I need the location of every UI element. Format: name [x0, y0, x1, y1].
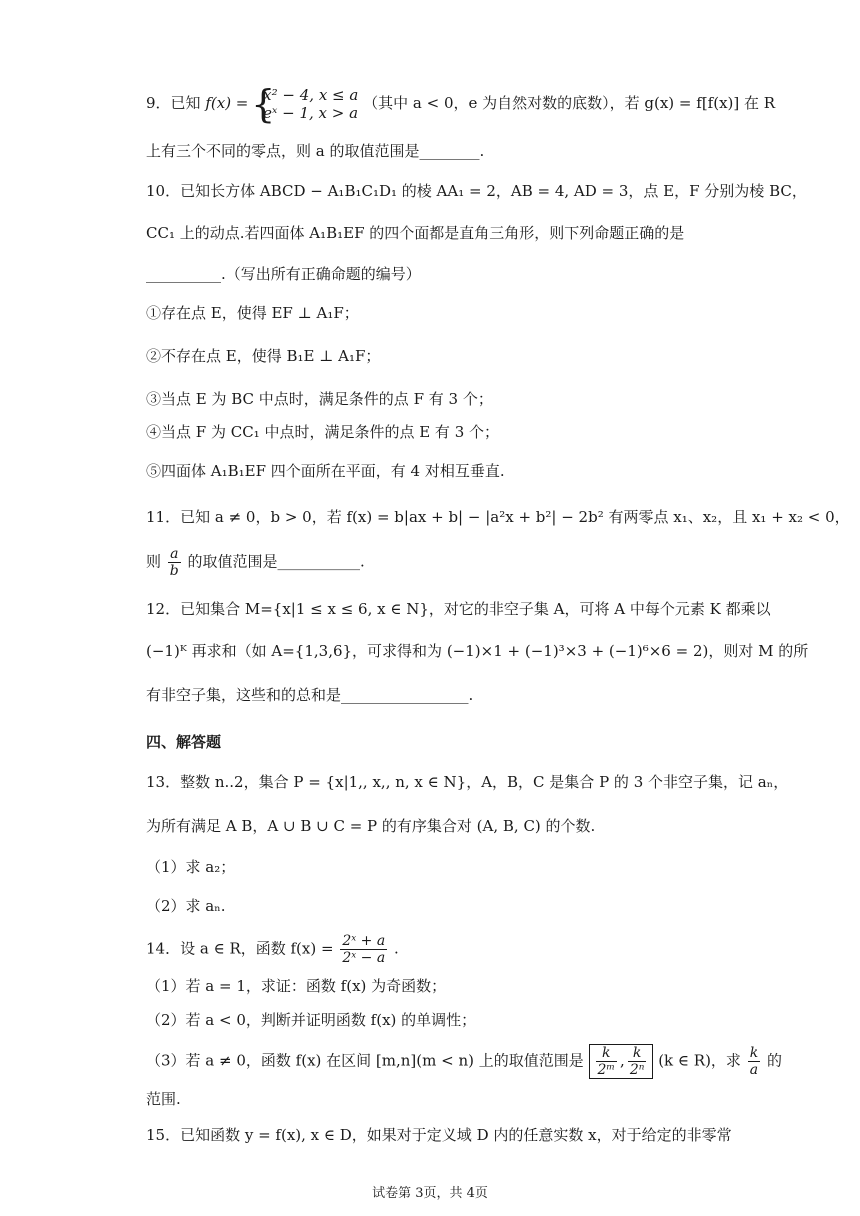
q14-k-over-a-den: a — [749, 1062, 759, 1078]
q11-line1: 11．已知 a ≠ 0，b > 0，若 f(x) = b|ax + b| − |a²x + b²| − 2b² 有两零点 x₁、x₂，且 x₁ + x₂ < 0， — [146, 508, 850, 526]
q12-line1: 12．已知集合 M={x|1 ≤ x ≤ 6, x ∈ N}，对它的非空子集 A，可将 A 中每个元素 K 都乘以 — [146, 600, 771, 618]
q11-line2 — [146, 546, 720, 579]
q9-prefix: 9．已知 — [146, 94, 201, 112]
q9-piece1: { x² − 4, x ≤ a — [263, 86, 359, 104]
q14-frac-den: 2ˣ − a — [342, 950, 386, 966]
q10-option-2: ②不存在点 E，使得 B₁E ⊥ A₁F； — [146, 347, 381, 365]
q14-sub3-pre: （3）若 a ≠ 0，函数 f(x) 在区间 [m,n](m < n) 上的取值范围是 — [146, 1051, 584, 1070]
q14-sub1: （1）若 a = 1，求证：函数 f(x) 为奇函数； — [146, 977, 447, 995]
q10-option-1: ①存在点 E，使得 EF ⊥ A₁F； — [146, 304, 359, 322]
q11-frac-num: a — [168, 546, 181, 563]
q14-interval-frac1-num: k — [596, 1045, 618, 1062]
q10-option-4: ④当点 F 为 CC₁ 中点时，满足条件的点 E 有 3 个； — [146, 423, 500, 441]
q10-option-5: ⑤四面体 A₁B₁EF 四个面所在平面，有 4 对相互垂直. — [146, 462, 505, 480]
q14-interval-frac2-num: k — [628, 1045, 647, 1062]
q9-line1 — [146, 86, 776, 122]
q10-option-3: ③当点 E 为 BC 中点时，满足条件的点 F 有 3 个； — [146, 390, 493, 408]
q14-sub3 — [146, 1044, 782, 1079]
q14-interval-frac2-den: 2ⁿ — [629, 1062, 645, 1078]
q14-frac-num: 2ˣ + a — [342, 933, 386, 949]
q9-function-lhs: f(x) = — [205, 94, 249, 112]
q10-line2: CC₁ 上的动点.若四面体 A₁B₁EF 的四个面都是直角三角形，则下列命题正确的是 — [146, 224, 685, 242]
q14-k-over-a — [748, 1045, 760, 1078]
q12-line3: 有非空子集，这些和的总和是_________________. — [146, 686, 474, 704]
q9-piece2: eˣ − 1, x > a — [263, 104, 359, 122]
q10-line1: 10．已知长方体 ABCD − A₁B₁C₁D₁ 的棱 AA₁ = 2，AB = 4, AD = 3，点 E，F 分别为棱 BC， — [146, 182, 807, 200]
page-footer: 试卷第 3页，共 4页 — [372, 1186, 488, 1201]
q14-interval-bracket: $\frac{k}{\text{2ᵐ}}$ , $\frac{k}{\text{2ⁿ}}$ — [589, 1044, 654, 1079]
q11-fraction — [168, 546, 181, 579]
q14-interval-frac1 — [596, 1045, 618, 1078]
q14-post: . — [393, 939, 399, 958]
section-heading: 四、解答题 — [146, 733, 222, 751]
q14-pre: 14．设 a ∈ R，函数 f(x) = — [146, 939, 334, 958]
q11-frac-den: b — [169, 563, 179, 579]
q14-interval-frac1-den: 2ᵐ — [597, 1062, 616, 1078]
q13-line2: 为所有满足 A B，A ∪ B ∪ C = P 的有序集合对 (A, B, C) 的个数. — [146, 817, 596, 835]
q13-sub1: （1）求 a₂； — [146, 858, 236, 876]
q14-line1 — [146, 933, 720, 966]
q14-interval-frac2 — [628, 1045, 647, 1078]
q15-line1: 15．已知函数 y = f(x), x ∈ D，如果对于定义域 D 内的任意实数 x，对于给定的非零常 — [146, 1126, 732, 1144]
q9-mid-text: （其中 a < 0，e 为自然对数的底数），若 g(x) = f[f(x)] 在 R — [363, 94, 776, 112]
q9-piecewise — [253, 86, 358, 122]
q13-line1: 13．整数 n..2，集合 P = {x|1,, x,, n, x ∈ N}，A，B，C 是集合 P 的 3 个非空子集，记 aₙ， — [146, 773, 789, 791]
q11-post: 的取值范围是___________. — [187, 552, 365, 571]
q14-sub2: （2）若 a < 0，判断并证明函数 f(x) 的单调性； — [146, 1011, 477, 1029]
q14-sub3-line2: 范围. — [146, 1090, 181, 1108]
q10-line3: __________.（写出所有正确命题的编号） — [146, 265, 421, 283]
q11-pre: 则 — [146, 552, 162, 571]
q14-fraction — [340, 933, 387, 966]
q14-sub3-post: 的 — [766, 1051, 782, 1070]
q14-sub3-mid: (k ∈ R)，求 — [658, 1051, 741, 1070]
q13-sub2: （2）求 aₙ. — [146, 897, 226, 915]
q12-line2: (−1)ᴷ 再求和（如 A={1,3,6}，可求得和为 (−1)×1 + (−1)³×3 + (−1)⁶×6 = 2)，则对 M 的所 — [146, 642, 809, 660]
q9-line2: 上有三个不同的零点，则 a 的取值范围是________. — [146, 142, 485, 160]
q14-k-over-a-num: k — [749, 1045, 759, 1061]
